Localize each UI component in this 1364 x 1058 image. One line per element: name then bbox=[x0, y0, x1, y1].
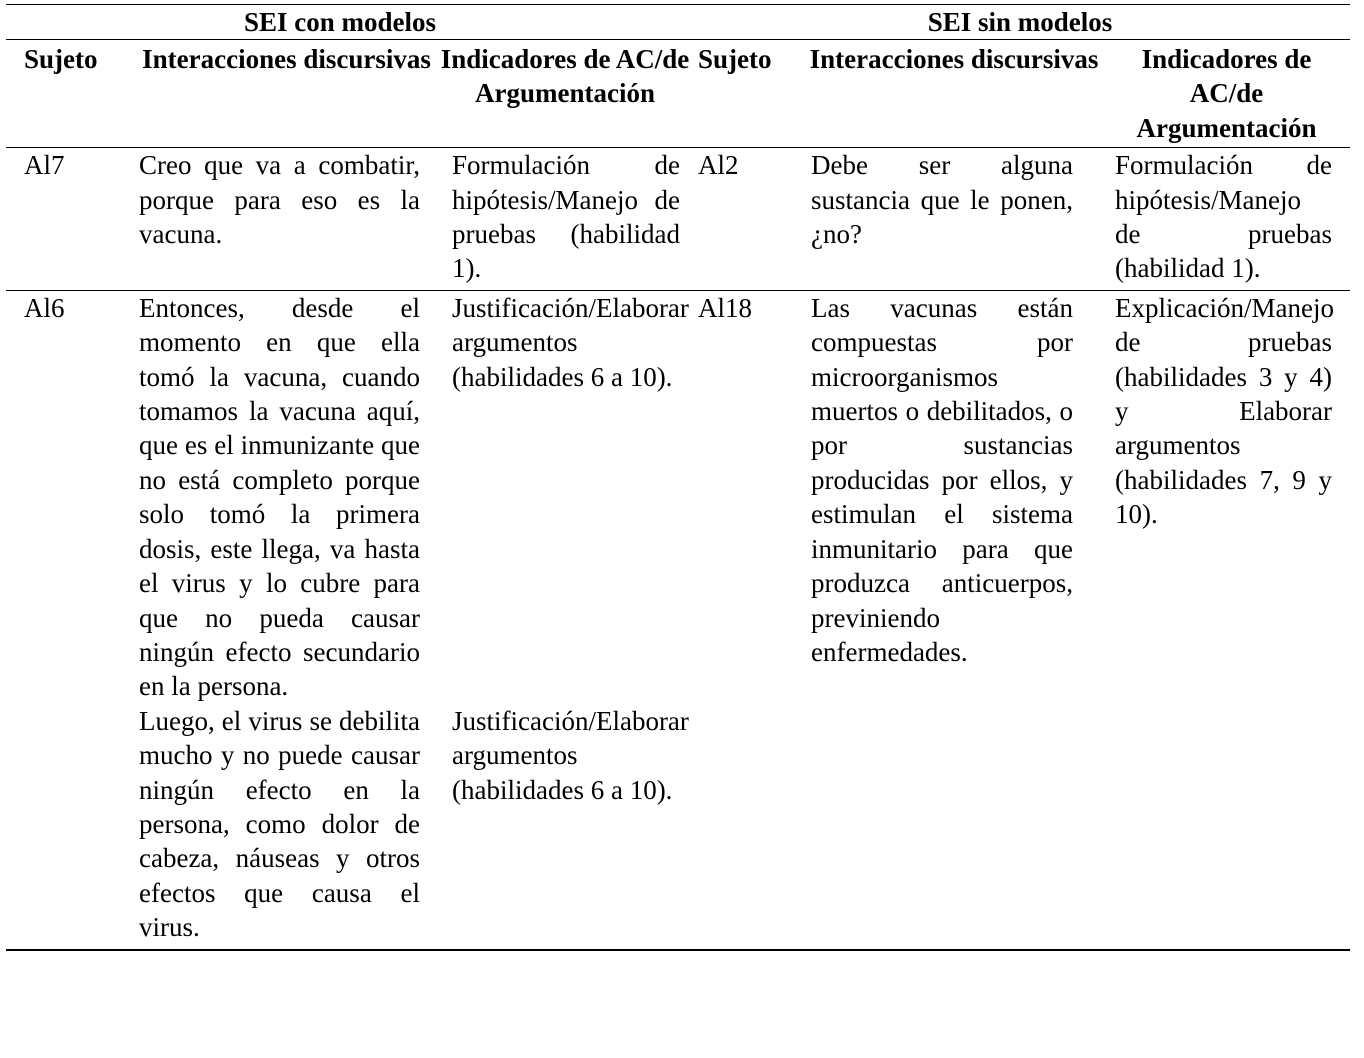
interaction-cell: Debe ser alguna sustancia que le ponen, ¿no? bbox=[805, 148, 1103, 291]
comparison-table bbox=[6, 4, 1350, 951]
interaction-paragraph: Entonces, desde el momento en que ella tomó la vacuna, cuando tomamos la vacuna aquí, que es el inmunizante que no está completo porque solo tomó la primera dosis, este llega, va hasta el virus y lo cubre para que no pueda causar ningún efecto secundario en la persona. bbox=[139, 292, 420, 702]
subject-cell: Al7 bbox=[6, 148, 133, 291]
indicator-paragraph: Justificación/Elaborar argumentos (habilidades 6 a 10). bbox=[452, 705, 689, 805]
table-row bbox=[6, 148, 1350, 291]
column-header-interactions: Interacciones discursivas bbox=[805, 40, 1103, 148]
subject-cell: Al2 bbox=[690, 148, 805, 291]
column-header-subject: Sujeto bbox=[690, 40, 805, 148]
interaction-cell: Creo que va a combatir, porque para eso es la vacuna. bbox=[133, 148, 440, 291]
group-header-without-models: SEI sin modelos bbox=[690, 5, 1350, 40]
column-header-indicators: Indicadores de AC/de Argumentación bbox=[1103, 40, 1350, 148]
group-header-row bbox=[6, 5, 1350, 40]
group-header-with-models: SEI con modelos bbox=[6, 5, 690, 40]
interaction-paragraph: Luego, el virus se debilita mucho y no puede causar ningún efecto en la persona, como dolor de cabeza, náuseas y otros efectos que causa el virus. bbox=[139, 705, 420, 943]
column-header-indicators: Indicadores de AC/de Argumentación bbox=[440, 40, 690, 148]
indicator-paragraph: Justificación/Elaborar argumentos (habilidades 6 a 10). bbox=[452, 292, 689, 392]
subject-cell: Al18 bbox=[690, 290, 805, 949]
indicator-cell: Formulación de hipótesis/Manejo de pruebas (habilidad 1). bbox=[1103, 148, 1350, 291]
indicator-cell bbox=[440, 290, 690, 949]
column-header-row bbox=[6, 40, 1350, 148]
indicator-cell: Formulación de hipótesis/Manejo de pruebas (habilidad 1). bbox=[440, 148, 690, 291]
column-header-subject: Sujeto bbox=[6, 40, 133, 148]
interaction-cell bbox=[133, 290, 440, 949]
indicator-cell: Explicación/Manejo de pruebas (habilidades 3 y 4) y Elaborar argumentos (habilidades 7, 9 y 10). bbox=[1103, 290, 1350, 949]
table-row bbox=[6, 290, 1350, 949]
column-header-interactions: Interacciones discursivas bbox=[133, 40, 440, 148]
subject-cell: Al6 bbox=[6, 290, 133, 949]
interaction-cell: Las vacunas están compuestas por microorganismos muertos o debilitados, o por sustancias producidas por ellos, y estimulan el sistema inmunitario para que produzca anticuerpos, previniendo enfermedades. bbox=[805, 290, 1103, 949]
